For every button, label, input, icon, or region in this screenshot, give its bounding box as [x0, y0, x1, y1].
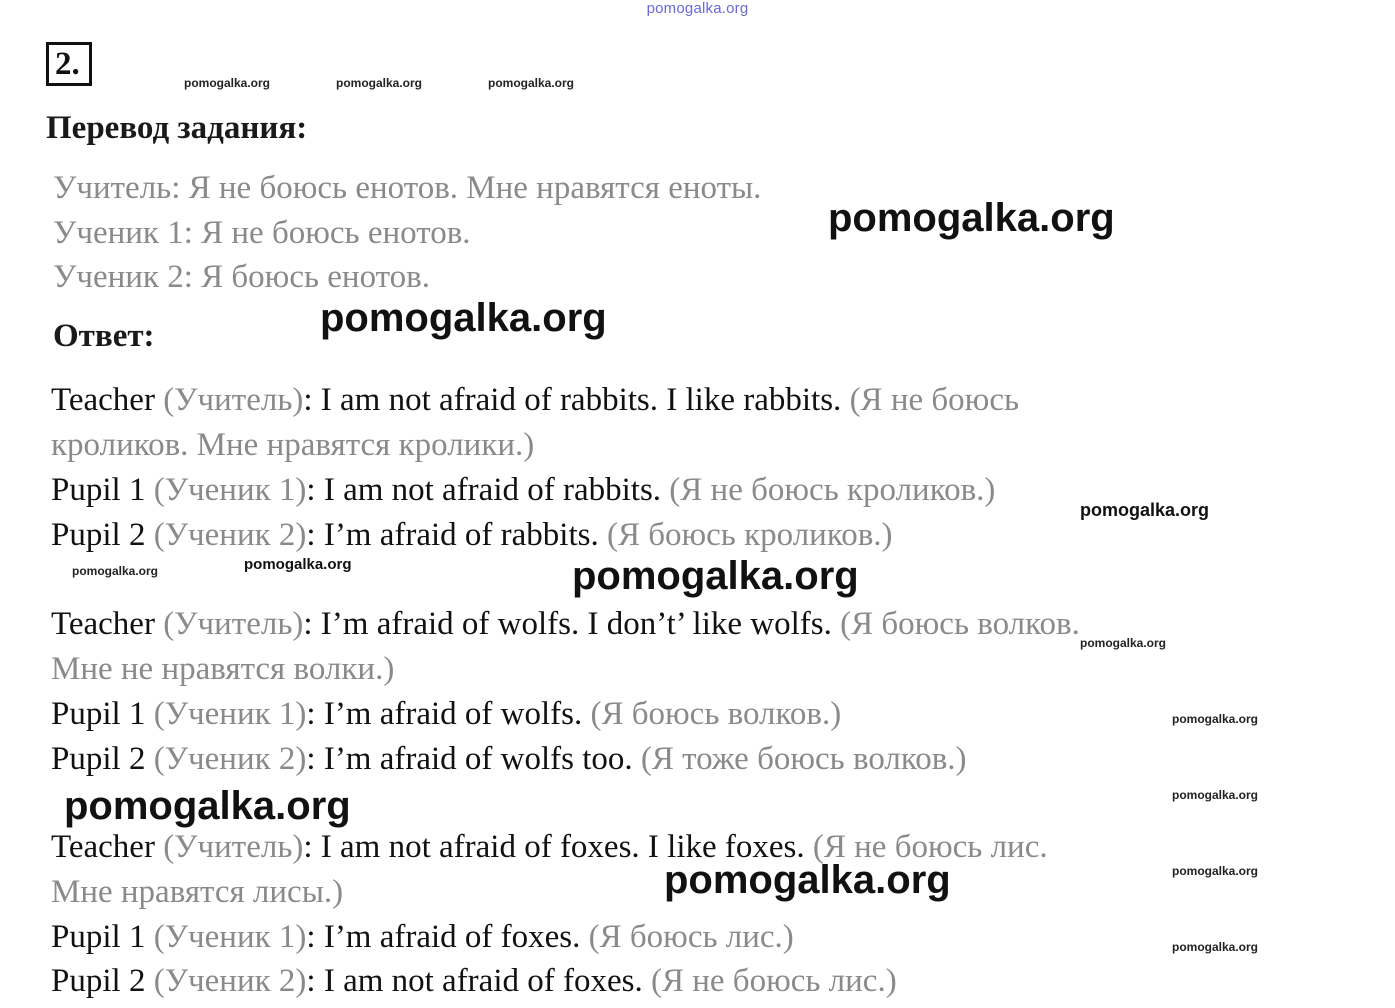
dialogue-translation-continued: Мне не нравятся волки.) [51, 651, 395, 687]
speaker-translation: (Учитель) [163, 829, 304, 865]
watermark-medium: pomogalka.org [244, 556, 352, 573]
watermark-small: pomogalka.org [1172, 864, 1259, 878]
dialogue-line-pupil-2 [51, 739, 967, 779]
watermark-medium: pomogalka.org [1080, 500, 1210, 520]
speaker-translation: (Ученик 2) [153, 517, 307, 553]
speaker-translation: (Ученик 1) [153, 919, 307, 955]
task-number: 2. [46, 42, 92, 86]
dialogue-translation: (Я боюсь волков.) [590, 696, 842, 732]
speaker-translation: (Учитель) [163, 382, 304, 418]
speaker: Pupil 2 [51, 517, 146, 553]
speaker: Teacher [51, 829, 155, 865]
dialogue-translation: (Я не боюсь [849, 382, 1020, 418]
speaker-translation: (Ученик 1) [153, 472, 307, 508]
watermark-small: pomogalka.org [184, 76, 271, 90]
answer-heading: Ответ: [53, 318, 155, 354]
dialogue-text: : I’m afraid of wolfs. [306, 696, 591, 732]
dialogue-line-pupil-1 [51, 917, 794, 957]
speaker-translation: (Ученик 2) [153, 741, 307, 777]
speaker: Pupil 2 [51, 963, 146, 999]
dialogue-text: : I am not afraid of foxes. [306, 963, 651, 999]
watermark-small: pomogalka.org [72, 564, 159, 578]
dialogue-text: : I am not afraid of rabbits. I like rabbits. [303, 382, 850, 418]
dialogue-line-pupil-2 [51, 961, 897, 1001]
speaker-translation: (Ученик 1) [153, 696, 307, 732]
dialogue-translation: (Я не боюсь лис.) [650, 963, 897, 999]
translation-heading: Перевод задания: [46, 110, 308, 146]
watermark-large: pomogalka.org [64, 784, 351, 828]
translation-line: Учитель: Я не боюсь енотов. Мне нравятся еноты. [53, 170, 762, 206]
speaker: Teacher [51, 606, 155, 642]
dialogue-line-teacher [51, 380, 1019, 420]
dialogue-text: : I’m afraid of foxes. [306, 919, 589, 955]
translation-line: Ученик 2: Я боюсь енотов. [53, 259, 430, 295]
watermark-small: pomogalka.org [488, 76, 575, 90]
speaker: Pupil 1 [51, 919, 146, 955]
watermark-large: pomogalka.org [572, 554, 859, 598]
watermark-small: pomogalka.org [336, 76, 423, 90]
dialogue-text: : I am not afraid of foxes. I like foxes. [303, 829, 813, 865]
dialogue-translation: (Я не боюсь лис. [812, 829, 1048, 865]
dialogue-translation-continued: Мне нравятся лисы.) [51, 874, 344, 910]
speaker: Pupil 1 [51, 696, 146, 732]
dialogue-text: : I’m afraid of wolfs. I don’t’ like wolfs. [303, 606, 841, 642]
speaker-translation: (Учитель) [163, 606, 304, 642]
dialogue-text: : I’m afraid of wolfs too. [306, 741, 641, 777]
watermark-small: pomogalka.org [1172, 940, 1259, 954]
watermark-large: pomogalka.org [664, 858, 951, 902]
dialogue-text: : I’m afraid of rabbits. [306, 517, 607, 553]
dialogue-translation: (Я тоже боюсь волков.) [640, 741, 967, 777]
speaker: Pupil 2 [51, 741, 146, 777]
watermark-small: pomogalka.org [1080, 636, 1167, 650]
dialogue-text: : I am not afraid of rabbits. [306, 472, 670, 508]
dialogue-line-teacher [51, 604, 1080, 644]
translation-line: Ученик 1: Я не боюсь енотов. [53, 215, 471, 251]
dialogue-translation: (Я не боюсь кроликов.) [669, 472, 996, 508]
dialogue-translation: (Я боюсь лис.) [588, 919, 794, 955]
speaker: Teacher [51, 382, 155, 418]
dialogue-line-pupil-2 [51, 515, 893, 555]
watermark-top: pomogalka.org [646, 0, 749, 17]
dialogue-line-pupil-1 [51, 694, 841, 734]
watermark-small: pomogalka.org [1172, 788, 1259, 802]
watermark-large: pomogalka.org [828, 196, 1115, 240]
dialogue-line-pupil-1 [51, 470, 995, 510]
watermark-large: pomogalka.org [320, 296, 607, 340]
speaker-translation: (Ученик 2) [153, 963, 307, 999]
dialogue-translation: (Я боюсь кроликов.) [606, 517, 893, 553]
dialogue-translation-continued: кроликов. Мне нравятся кролики.) [51, 427, 535, 463]
dialogue-translation: (Я боюсь волков. [840, 606, 1080, 642]
watermark-small: pomogalka.org [1172, 712, 1259, 726]
speaker: Pupil 1 [51, 472, 146, 508]
